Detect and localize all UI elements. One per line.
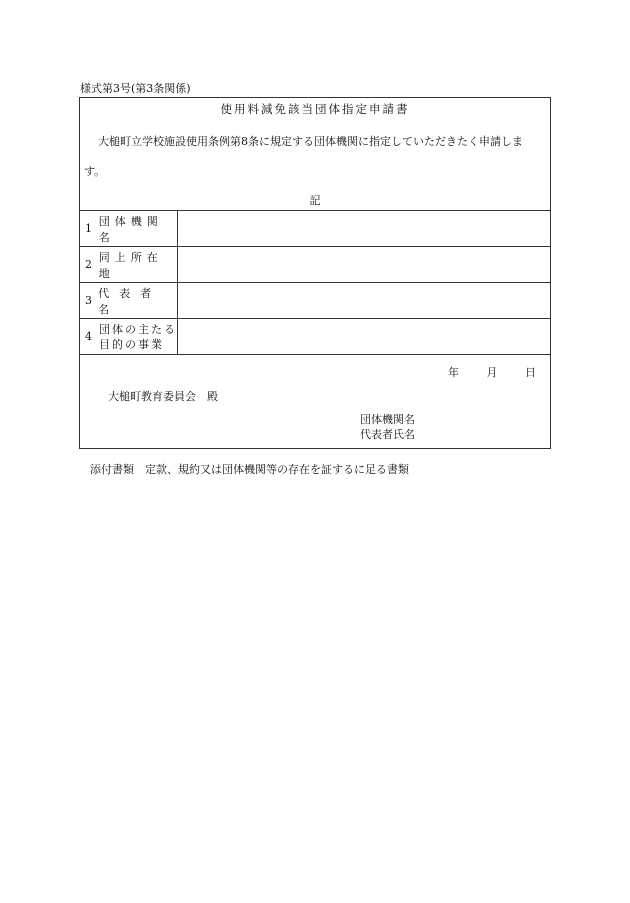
row-label-address: 同上所在地 <box>98 250 163 280</box>
application-statement: 大槌町立学校施設使用条例第8条に規定する団体機関に指定していただきたく申請します。 <box>84 135 523 178</box>
divider <box>80 354 550 355</box>
row-number: 4 <box>85 330 92 343</box>
attachment-note: 添付書類 定款、規約又は団体機関等の存在を証するに足る書類 <box>90 463 409 476</box>
form-number-label: 様式第3号(第3条関係) <box>80 82 191 95</box>
row-number: 2 <box>85 258 92 271</box>
row-label-representative: 代表者名 <box>98 286 162 316</box>
table-row <box>80 247 550 283</box>
representative-value-cell[interactable] <box>178 283 551 319</box>
table-row <box>80 319 550 355</box>
ki-heading: 記 <box>309 194 321 207</box>
row-label-org-name: 団体機関名 <box>98 214 163 244</box>
addressee: 大槌町教育委員会 殿 <box>108 390 218 403</box>
address-value-cell[interactable] <box>178 247 551 283</box>
org-name-value-cell[interactable] <box>178 211 551 247</box>
date-line: 年 月 日 <box>448 366 536 379</box>
applicant-org-label: 団体機関名 <box>360 413 415 426</box>
details-table <box>80 210 550 354</box>
table-row <box>80 211 550 247</box>
applicant-rep-label: 代表者氏名 <box>360 428 415 441</box>
purpose-value-cell[interactable] <box>178 319 551 355</box>
row-label-purpose-line1: 団体の主たる <box>99 322 177 336</box>
row-label-purpose-line2: 目的の事業 <box>99 337 164 351</box>
form-title: 使用料減免該当団体指定申請書 <box>220 102 410 116</box>
table-row <box>80 283 550 319</box>
application-form-box <box>79 97 551 449</box>
row-number: 1 <box>85 222 92 235</box>
row-number: 3 <box>85 294 92 307</box>
